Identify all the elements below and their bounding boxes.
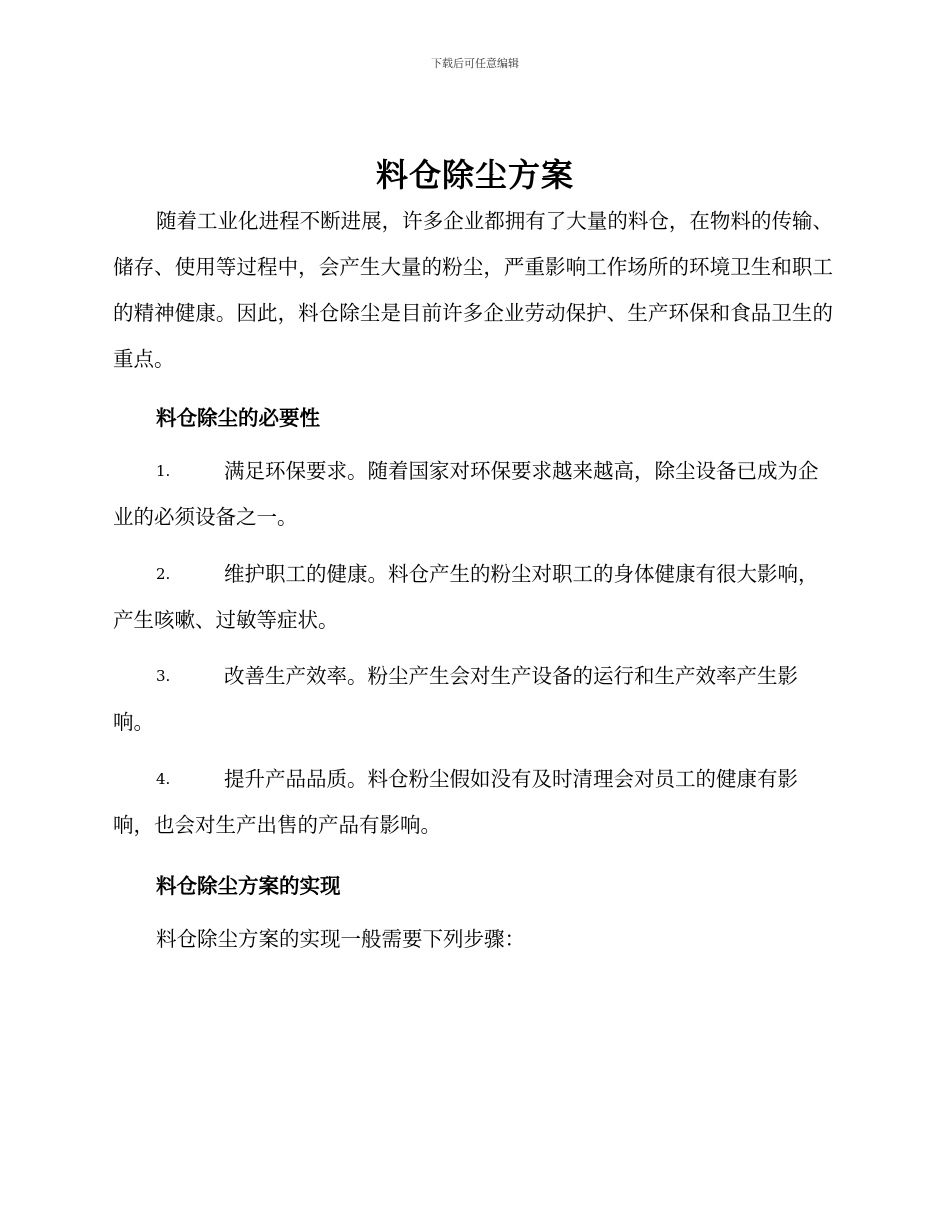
section-heading-implementation: 料仓除尘方案的实现 bbox=[156, 874, 341, 898]
section-heading-necessity: 料仓除尘的必要性 bbox=[156, 406, 320, 430]
list-item-number: 4. bbox=[156, 770, 171, 788]
document-title: 料仓除尘方案 bbox=[375, 156, 574, 194]
list-item bbox=[113, 551, 833, 643]
list-item-number: 1. bbox=[156, 462, 171, 480]
intro-paragraph: 随着工业化进程不断进展，许多企业都拥有了大量的料仓，在物料的传输、储存、使用等过程中，会产生大量的粉尘，严重影响工作场所的环境卫生和职工的精神健康。因此，料仓除尘是目前许多企业劳动保护、生产环保和食品卫生的重点。 bbox=[113, 209, 833, 371]
list-item bbox=[113, 653, 833, 745]
header-note: 下载后可任意编辑 bbox=[431, 57, 519, 70]
list-item-text: 提升产品品质。料仓粉尘假如没有及时清理会对员工的健康有影响，也会对生产出售的产品有影响。 bbox=[113, 767, 798, 837]
list-item-number: 2. bbox=[156, 565, 171, 583]
list-item-text: 改善生产效率。粉尘产生会对生产设备的运行和生产效率产生影响。 bbox=[113, 664, 798, 734]
list-item-number: 3. bbox=[156, 667, 171, 685]
list-item-text: 维护职工的健康。料仓产生的粉尘对职工的身体健康有很大影响，产生咳嗽、过敏等症状。 bbox=[113, 562, 819, 632]
list-item bbox=[113, 448, 833, 540]
list-item-text: 满足环保要求。随着国家对环保要求越来越高，除尘设备已成为企业的必须设备之一。 bbox=[113, 459, 819, 529]
list-item bbox=[113, 756, 833, 848]
implementation-paragraph: 料仓除尘方案的实现一般需要下列步骤： bbox=[156, 927, 525, 951]
